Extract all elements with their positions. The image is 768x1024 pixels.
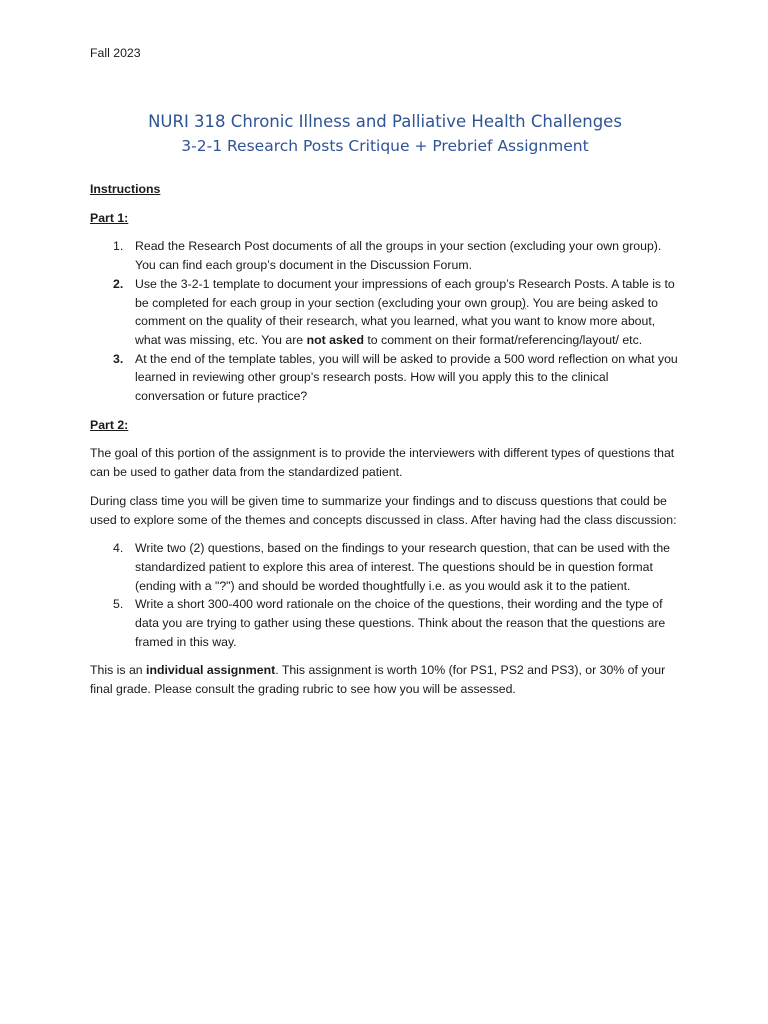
part2-list bbox=[90, 539, 680, 651]
closing-text-b: . This assignment is worth 10% (for PS1, PS2 and PS3), or 30% of your final grade. Please consult the grading rubric to see how you will be assessed. bbox=[90, 663, 666, 697]
list-item-emphasis: not asked bbox=[306, 332, 364, 347]
list-item-number: 5. bbox=[113, 597, 124, 612]
instructions-heading: Instructions bbox=[90, 182, 161, 196]
list-item-text-y: y bbox=[437, 295, 444, 310]
list-item-number: 3. bbox=[113, 351, 124, 366]
document-page bbox=[90, 44, 680, 699]
list-item-number: 2. bbox=[113, 276, 124, 291]
part2-heading: Part 2: bbox=[90, 417, 129, 432]
term-header: Fall 2023 bbox=[90, 46, 141, 60]
closing-paragraph bbox=[90, 661, 680, 698]
part2-paragraph-goal: The goal of this portion of the assignment is to provide the interviewers with different types of questions that can be used to gather data from the standardized patient. bbox=[90, 446, 675, 480]
list-item-text-c: ) bbox=[521, 295, 527, 310]
list-item bbox=[90, 595, 680, 651]
list-item-text: Write a short 300-400 word rationale on the choice of the questions, their wording and the type of data you are trying to gather using these questions. Think about the reason that the questions are framed in this way. bbox=[135, 597, 666, 649]
list-item-number: 1. bbox=[113, 239, 124, 254]
closing-text-a: This is an bbox=[90, 663, 147, 678]
list-item bbox=[90, 539, 680, 595]
list-item-text-d: . You are being asked to comment on the quality of their research, what you learned, what you want to know more about, what was missing, etc. You are bbox=[135, 295, 658, 347]
closing-emphasis: individual assignment bbox=[146, 663, 276, 678]
list-item-number: 4. bbox=[113, 541, 124, 556]
list-item-text-b: our own group bbox=[443, 295, 522, 310]
list-item-text-e: to comment on their format/referencing/layout/ etc. bbox=[363, 332, 643, 347]
part2-paragraph-classtime: During class time you will be given time to summarize your findings and to discuss questions that could be used to explore some of the themes and concepts discussed in class. After having had the class discussion: bbox=[90, 493, 677, 527]
list-item-text: At the end of the template tables, you will will be asked to provide a 500 word reflection on what you learned in reviewing other group’s research posts. How will you apply this to the clinical conversation or future practice? bbox=[135, 351, 678, 404]
list-item-text: Write two (2) questions, based on the findings to your research question, that can be used with the standardized patient to explore this area of interest. The questions should be in question format (ending with a "?") and should be worded thoughtfully i.e. as you would ask it to the patient. bbox=[135, 541, 670, 593]
list-item bbox=[90, 350, 680, 406]
list-item-text-a: Use the 3-2-1 template to document your impressions of each group’s Research Posts. A table is to be completed for each group in your section (excluding bbox=[135, 276, 675, 310]
title-block bbox=[90, 110, 680, 158]
course-title: NURI 318 Chronic Illness and Palliative Health Challenges bbox=[148, 112, 622, 131]
part1-list bbox=[90, 237, 680, 405]
list-item bbox=[90, 275, 680, 350]
assignment-subtitle: 3-2-1 Research Posts Critique + Prebrief Assignment bbox=[181, 137, 589, 155]
part1-heading: Part 1: bbox=[90, 210, 129, 225]
list-item bbox=[90, 237, 680, 274]
list-item-text: Read the Research Post documents of all the groups in your section (excluding your own group). You can find each group’s document in the Discussion Forum. bbox=[135, 239, 662, 273]
